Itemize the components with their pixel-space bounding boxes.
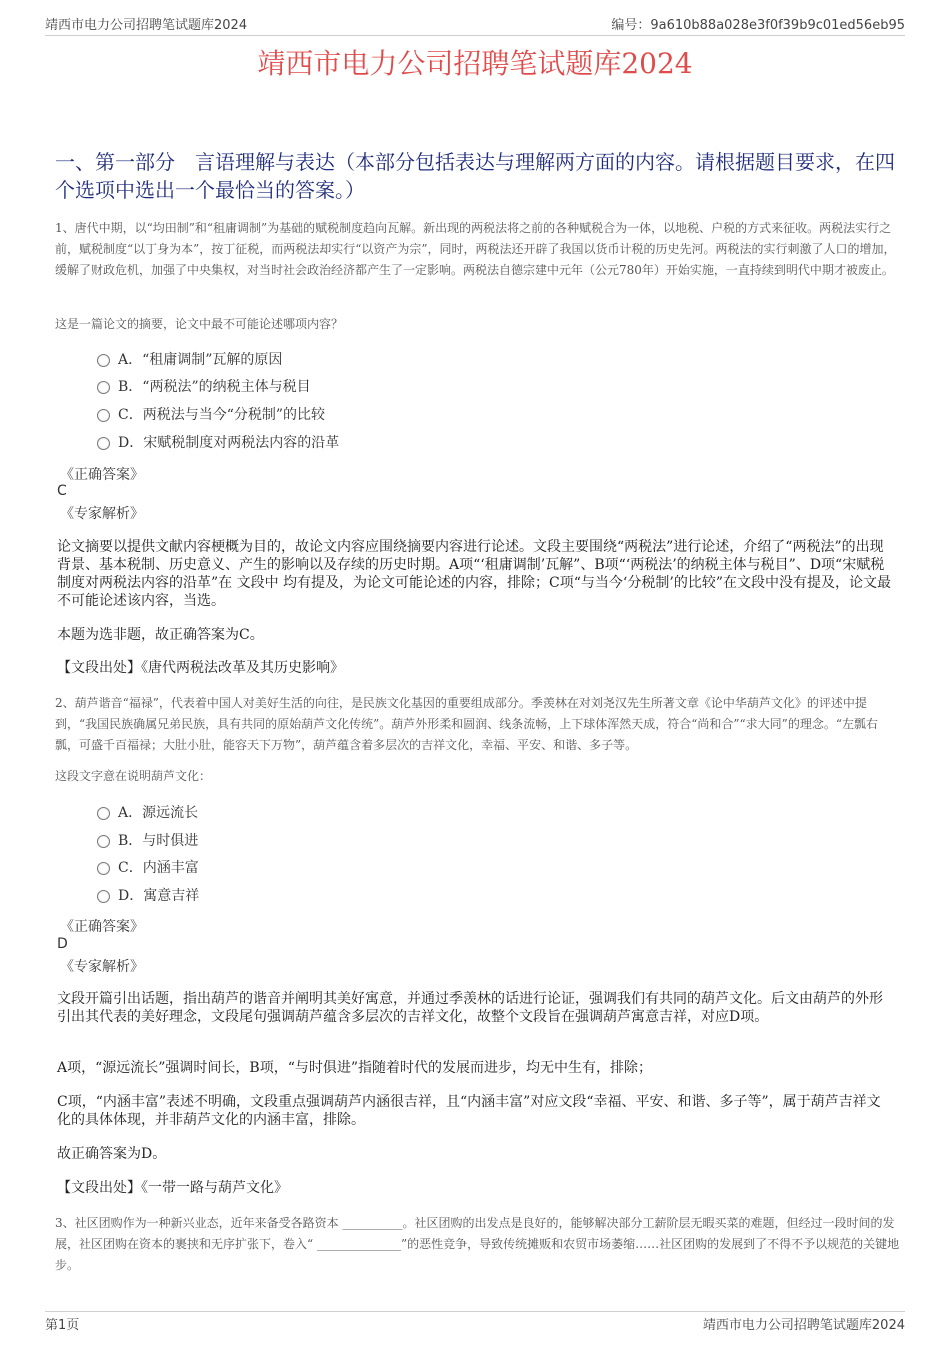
q2-source: 【文段出处】《一带一路与葫芦文化》 [57,1180,288,1196]
q2-answer-label: 《正确答案》 [60,919,144,935]
q3-passage: 3、社区团购作为一种新兴业态，近年来备受各路资本 __________。社区团购的出发点是良好的，能够解决部分工薪阶层无暇买菜的难题，但经过一段时间的发展，社区团购在资本的裹挟和无序扩张下，卷入“ ______________”的恶性竞争，导致传统摊贩和农贸市场萎缩……社区团购的发展到了不得不予以规范的关键地步。 [55,1216,900,1272]
footer-doc-title: 靖西市电力公司招聘笔试题库2024 [702,1318,905,1333]
radio-icon[interactable] [97,354,110,367]
q1-analysis-conclusion: 本题为选非题，故正确答案为C。 [57,627,264,643]
radio-icon[interactable] [97,409,110,422]
q2-passage: 2、葫芦谐音“福禄”，代表着中国人对美好生活的向往，是民族文化基因的重要组成部分。季羡林在对刘尧汉先生所著文章《论中华葫芦文化》的评述中提到，“我国民族确属兄弟民族，具有共同的原始葫芦文化传统”。葫芦外形柔和圆润、线条流畅，上下球体浑然天成，符合“尚和合”“求大同”的理念。“左瓢右瓢，可盛千百福禄；大肚小肚，能容天下万物”，葫芦蕴含着多层次的吉祥文化，幸福、平安、和谐、多子等。 [55,696,878,752]
header-doc-id: 编号：9a610b88a028e3f0f39b9c01ed56eb95 [611,18,905,33]
q2-option-c[interactable]: C．内涵丰富 [97,857,199,879]
header-doc-title: 靖西市电力公司招聘笔试题库2024 [45,18,248,33]
q2-option-a[interactable]: A．源远流长 [97,802,198,824]
radio-icon[interactable] [97,437,110,450]
page-title: 靖西市电力公司招聘笔试题库2024 [257,47,693,80]
q2-analysis-c: C项，“内涵丰富”表述不明确，文段重点强调葫芦内涵很吉祥，且“内涵丰富”对应文段“幸福、平安、和谐、多子等”，属于葫芦吉祥文化的具体体现，并非葫芦文化的内涵丰富，排除。 [57,1094,881,1128]
radio-icon[interactable] [97,890,110,903]
page-number: 第1页 [45,1318,80,1333]
q1-analysis-text: 论文摘要以提供文献内容梗概为目的，故论文内容应围绕摘要内容进行论述。文段主要围绕“两税法”进行论述，介绍了“两税法”的出现背景、基本税制、历史意义、产生的影响以及存续的历史时期。A项“‘租庸调制’瓦解”、B项“‘两税法’的纳税主体与税目”、D项“宋赋税制度对两税法内容的沿革”在 文段中 均有提及，为论文可能论述的内容，排除；C项“与当今‘分税制’的比较”在文段中没有提及，论文最不可能论述该内容，当选。 [57,539,891,609]
q1-question: 这是一篇论文的摘要，论文中最不可能论述哪项内容？ [55,317,344,331]
q2-analysis-text: 文段开篇引出话题，指出葫芦的谐音并阐明其美好寓意，并通过季羡林的话进行论证，强调我们有共同的葫芦文化。后文由葫芦的外形引出其代表的美好理念，文段尾句强调葫芦蕴含多层次的吉祥文化，故整个文段旨在强调葫芦寓意吉祥，对应D项。 [57,991,883,1025]
q1-option-c[interactable]: C．两税法与当今“分税制”的比较 [97,404,325,426]
page-header [45,14,905,34]
q2-option-b[interactable]: B．与时俱进 [97,830,198,852]
radio-icon[interactable] [97,807,110,820]
header-divider [45,35,905,36]
radio-icon[interactable] [97,862,110,875]
q1-source: 【文段出处】《唐代两税法改革及其历史影响》 [57,660,344,676]
q1-analysis-label: 《专家解析》 [60,506,144,522]
q2-analysis-label: 《专家解析》 [60,959,144,975]
q1-option-b[interactable]: B．“两税法”的纳税主体与税目 [97,376,311,398]
q2-answer: D [57,936,68,952]
section-heading: 一、第一部分 言语理解与表达（本部分包括表达与理解两方面的内容。请根据题目要求，在四个选项中选出一个最恰当的答案。） [55,150,895,202]
q1-passage: 1、唐代中期，以“均田制”和“租庸调制”为基础的赋税制度趋向瓦解。新出现的两税法将之前的各种赋税合为一体，以地税、户税的方式来征收。两税法实行之前，赋税制度“以丁身为本”，按丁征税，而两税法却实行“以资产为宗”，同时，两税法还开辟了我国以货币计税的历史先河。两税法的实行刺激了人口的增加，缓解了财政危机，加强了中央集权，对当时社会政治经济都产生了一定影响。两税法自德宗建中元年（公元780年）开始实施，一直持续到明代中期才被废止。 [55,221,896,277]
radio-icon[interactable] [97,835,110,848]
q2-analysis-ab: A项，“源远流长”强调时间长，B项，“与时俱进”指随着时代的发展而进步，均无中生有，排除； [57,1060,653,1076]
q2-analysis-conclusion: 故正确答案为D。 [57,1146,167,1162]
q2-question: 这段文字意在说明葫芦文化： [55,769,212,783]
q1-option-a[interactable]: A．“租庸调制”瓦解的原因 [97,349,282,371]
q1-answer: C [57,483,67,499]
q2-option-d[interactable]: D．寓意吉祥 [97,885,199,907]
footer-divider [45,1311,905,1312]
radio-icon[interactable] [97,381,110,394]
q1-answer-label: 《正确答案》 [60,467,144,483]
q1-option-d[interactable]: D．宋赋税制度对两税法内容的沿革 [97,432,339,454]
